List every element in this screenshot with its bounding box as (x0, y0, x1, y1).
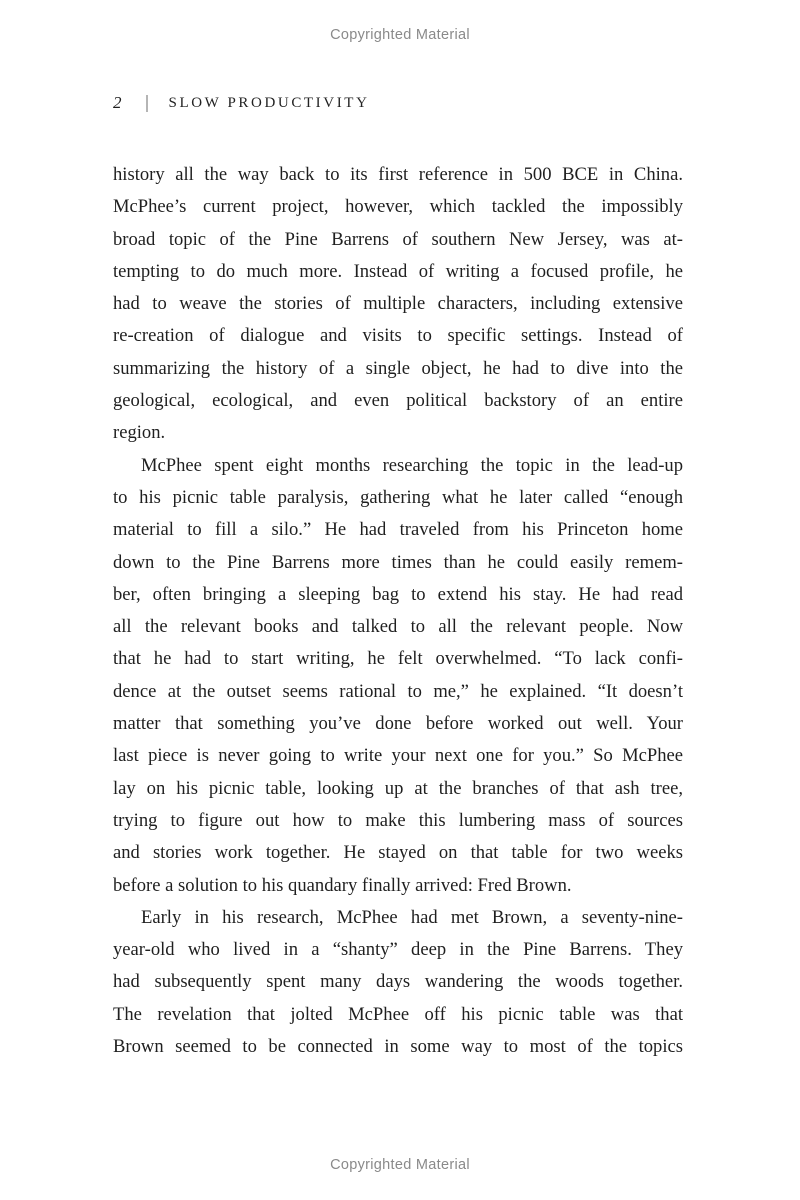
text-line: down to the Pine Barrens more times than he could easily remem- (113, 551, 683, 573)
text-line: that he had to start writing, he felt overwhelmed. “To lack confi- (113, 648, 683, 670)
text-line: and stories work together. He stayed on that table for two weeks (113, 842, 683, 864)
page-header (113, 92, 370, 114)
text-line: had to weave the stories of multiple characters, including extensive (113, 293, 683, 315)
paragraph (113, 450, 683, 902)
text-line: broad topic of the Pine Barrens of southern New Jersey, was at- (113, 228, 683, 250)
text-line: history all the way back to its first reference in 500 BCE in China. (113, 164, 683, 185)
text-line: had subsequently spent many days wandering the woods together. (113, 971, 683, 993)
text-line: geological, ecological, and even political backstory of an entire (113, 390, 683, 412)
top-watermark: Copyrighted Material (330, 27, 470, 43)
text-line: McPhee’s current project, however, which tackled the impossibly (113, 196, 683, 218)
text-line: The revelation that jolted McPhee off his picnic table was that (113, 1003, 683, 1025)
page-number: 2 (113, 93, 122, 112)
text-line: region. (113, 422, 166, 444)
text-line: McPhee spent eight months researching the topic in the lead-up (141, 454, 683, 476)
running-title: SLOW PRODUCTIVITY (168, 94, 370, 111)
text-line: to his picnic table paralysis, gathering what he later called “enough (113, 486, 683, 508)
text-line: material to fill a silo.” He had traveled from his Princeton home (113, 519, 683, 541)
bottom-watermark: Copyrighted Material (330, 1157, 470, 1173)
text-line: all the relevant books and talked to all the relevant people. Now (113, 616, 683, 638)
text-line: Brown seemed to be connected in some way to most of the topics (113, 1036, 683, 1058)
paragraph (113, 902, 683, 1063)
text-line: ber, often bringing a sleeping bag to extend his stay. He had read (113, 583, 683, 605)
text-line: tempting to do much more. Instead of writing a focused profile, he (113, 260, 683, 282)
body-text (113, 159, 683, 1063)
text-line: trying to figure out how to make this lumbering mass of sources (113, 809, 683, 831)
text-line: before a solution to his quandary finally arrived: Fred Brown. (113, 874, 572, 896)
text-line: re-creation of dialogue and visits to specific settings. Instead of (113, 325, 683, 347)
text-line: matter that something you’ve done before worked out well. Your (113, 713, 683, 735)
text-line: summarizing the history of a single object, he had to dive into the (113, 357, 683, 379)
text-line: Early in his research, McPhee had met Brown, a seventy-nine- (141, 906, 683, 928)
text-line: last piece is never going to write your next one for you.” So McPhee (113, 745, 683, 767)
header-separator (146, 95, 148, 112)
text-line: lay on his picnic table, looking up at the branches of that ash tree, (113, 777, 683, 799)
text-line: dence at the outset seems rational to me,” he explained. “It doesn’t (113, 680, 683, 702)
text-line: year-old who lived in a “shanty” deep in the Pine Barrens. They (113, 939, 683, 961)
paragraph (113, 159, 683, 450)
